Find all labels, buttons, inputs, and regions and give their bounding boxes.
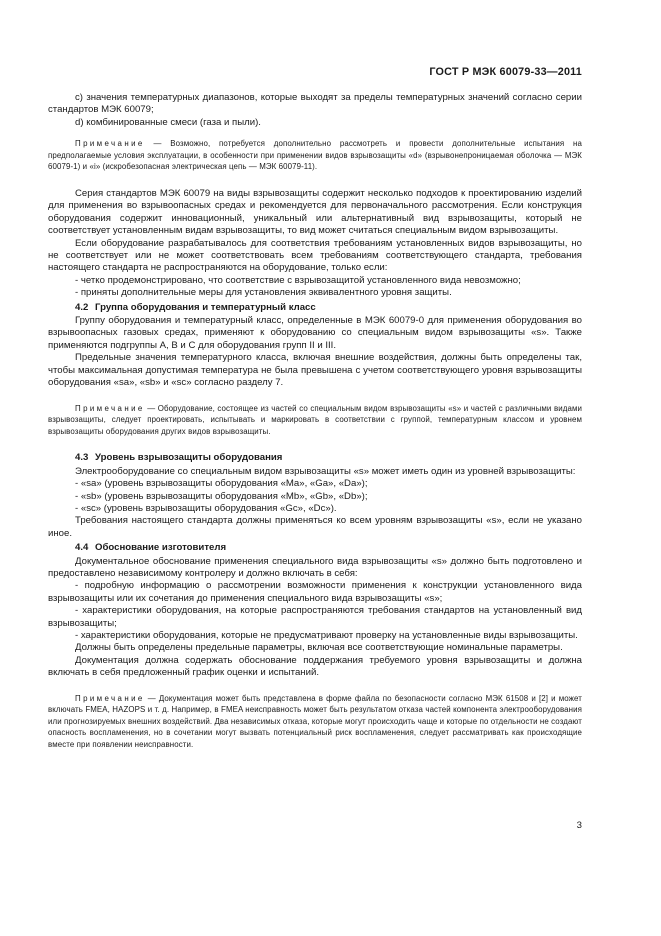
list-item-c: [48, 92, 582, 117]
document-body: [48, 92, 582, 751]
list-item-text: значения температурных диапазонов, которые выходят за пределы температурных значений согласно серии стандартов МЭК 60079;: [48, 92, 582, 116]
paragraph: Документальное обоснование применения специального вида взрывозащиты «s» должно быть подготовлено и предоставлено независимому контролеру и должно включать в себя:: [48, 555, 582, 579]
list-item: - «sb» (уровень взрывозащиты оборудования «Mb», «Gb», «Db»);: [75, 490, 368, 502]
list-item: - характеристики оборудования, на которые распространяются требования стандартов на установленный вид взрывозащиты;: [48, 605, 582, 629]
paragraph: Электрооборудование со специальным видом взрывозащиты «s» может иметь один из уровней взрывозащиты:: [75, 465, 576, 477]
note-3: [48, 693, 582, 751]
paragraph: Документация должна содержать обоснование поддержания требуемого уровня взрывозащиты и должна включать в себя предложенный график оценки и испытаний.: [48, 654, 582, 679]
section-heading-4-2: [48, 302, 582, 314]
page-number: 3: [576, 820, 582, 831]
paragraph: Группу оборудования и температурный класс, определенные в МЭК 60079-0 для применения оборудования во взрывоопасных газовых средах, применяют к оборудованию со специальным видом взрывозащиты «s». Также применяются подгруппы А, В и С для оборудования групп II и III.: [48, 315, 582, 351]
section-heading-4-3: [48, 452, 582, 464]
paragraph: Серия стандартов МЭК 60079 на виды взрывозащиты содержит несколько подходов к проектированию изделий для применения во взрывоопасных средах и рекомендуется для первоначального рассмотрения. Если конструкция оборудования содержит инновационный, уникальный или альтернативный вид взрывозащиты, который не соответствует установленным видам взрывозащиты, то вид может считаться специальным видом взрывозащиты.: [48, 188, 582, 237]
list-item: - подробную информацию о рассмотрении возможности применения к конструкции установленного вида взрывозащиты или их сочетания до применения специального вида взрывозащиты «s»;: [48, 580, 582, 604]
list-item: - «sc» (уровень взрывозащиты оборудования «Gc», «Dc»).: [75, 502, 337, 514]
list-item-text: комбинированные смеси (газа и пыли).: [86, 116, 261, 128]
note-2: [48, 403, 582, 438]
list-marker: d): [75, 116, 84, 128]
section-number: 4.4: [75, 542, 89, 554]
note-text: — Оборудование, состоящее из частей со специальным видом взрывозащиты «s» и частей с различными видами взрывозащиты, следует проектировать, испытывать и маркировать в соответствии с группой, температурным классом и уровнем взрывозащиты оборудования других видов взрывозащиты.: [48, 403, 582, 436]
section-title: Уровень взрывозащиты оборудования: [95, 452, 283, 464]
note-label: Примечание: [75, 693, 145, 703]
list-item: - характеристики оборудования, которые не предусматривают проверку на установленные виды взрывозащиты.: [75, 629, 578, 641]
paragraph: Если оборудование разрабатывалось для соответствия требованиям установленных видов взрывозащиты, но не соответствует или не может соответствовать всем требованиям соответствующего стандарта, требования настоящего стандарта не распространяются на оборудование, только если:: [48, 237, 582, 274]
list-item: - «sa» (уровень взрывозащиты оборудования «Ma», «Ga», «Da»);: [75, 478, 368, 490]
section-number: 4.2: [75, 301, 89, 313]
list-item: - четко продемонстрировано, что соответствие с взрывозащитой установленного вида невозможно;: [75, 274, 521, 286]
section-title: Обоснование изготовителя: [95, 542, 227, 554]
note-1: [48, 138, 582, 173]
paragraph: Должны быть определены предельные параметры, включая все соответствующие номинальные параметры.: [75, 642, 563, 654]
section-title: Группа оборудования и температурный класс: [95, 301, 316, 313]
section-heading-4-4: [48, 542, 582, 554]
note-text: — Документация может быть представлена в форме файла по безопасности согласно МЭК 61508 и [2] и может включать FMEA, HAZOPS и т. д. Например, в FMEA неисправность может быть результатом отказа частей компонента электрооборудования или прогнозируемых внешних воздействий. Два независимых отказа, которые могут происходить чаще и которые по отдельности не создают опасность воспламенения, но в сочетании могут вызвать потенциальный риск воспламенения, следует рассматривать как происходящие вместе при появлении неисправности.: [48, 693, 582, 749]
note-label: Примечание: [75, 403, 145, 413]
list-marker: c): [75, 92, 83, 103]
paragraph: Предельные значения температурного класса, включая внешние воздействия, должны быть определены так, чтобы максимальная допустимая температура не была превышена с учетом соответствующего уровня взрывозащиты оборудования «sa», «sb» и «sc» согласно разделу 7.: [48, 352, 582, 389]
note-label: Примечание: [75, 139, 145, 149]
document-header: ГОСТ Р МЭК 60079-33—2011: [429, 66, 582, 78]
list-item: - приняты дополнительные меры для установления эквивалентного уровня защиты.: [75, 287, 452, 299]
paragraph: Требования настоящего стандарта должны применяться ко всем уровням взрывозащиты «s», если не указано иное.: [48, 515, 582, 539]
section-number: 4.3: [75, 452, 89, 464]
note-text: — Возможно, потребуется дополнительно рассмотреть и провести дополнительные испытания на предполагаемые условия эксплуатации, в особенности при применении видов взрывозащиты «d» (взрывонепроницаемая оболочка — МЭК 60079-1) и «i» (искробезопасная электрическая цепь — МЭК 60079-11).: [48, 139, 582, 172]
list-item-d: [48, 117, 582, 129]
